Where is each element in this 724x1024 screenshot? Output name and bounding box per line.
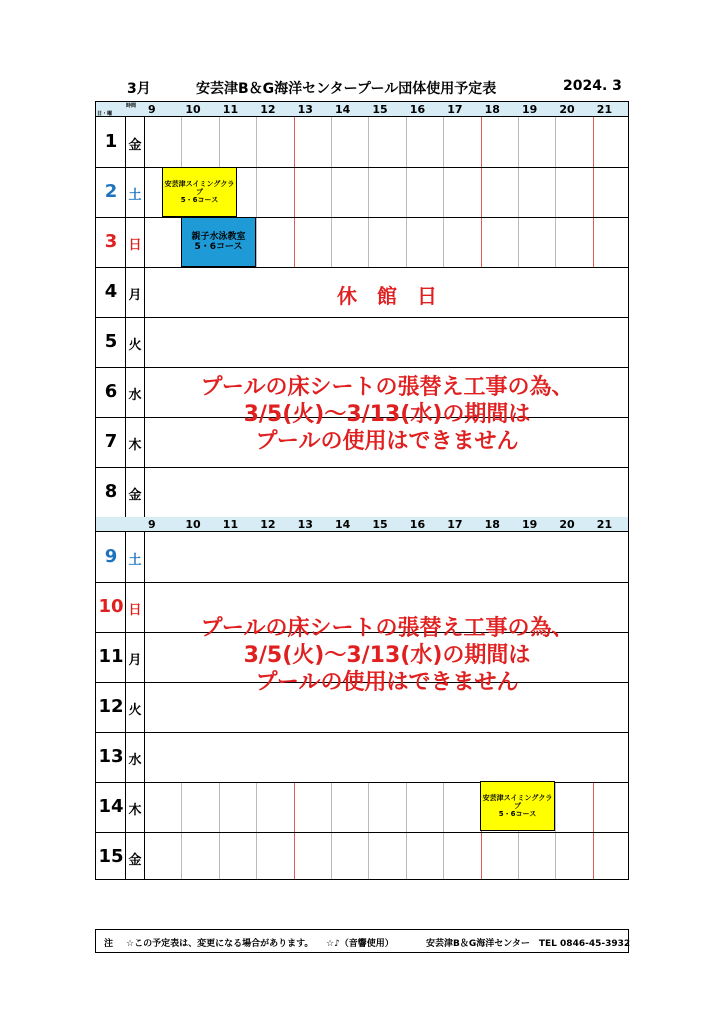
dow-col-separator xyxy=(144,102,145,879)
event-title: 安芸津スイミングクラブ xyxy=(164,179,235,196)
hour-label: 16 xyxy=(409,518,426,531)
day-of-week: 日 xyxy=(128,238,142,253)
hour-gridline xyxy=(256,782,257,879)
hour-label: 19 xyxy=(522,103,538,116)
hour-label: 16 xyxy=(409,103,426,116)
hour-gridline xyxy=(555,782,556,879)
event-lanes: 5・6コース xyxy=(194,242,243,252)
corner-day-label: 日・曜 xyxy=(97,111,113,117)
hour-gridline xyxy=(443,782,444,879)
day-number: 14 xyxy=(98,796,124,817)
hour-label: 10 xyxy=(185,103,201,116)
footer-note xyxy=(95,929,629,953)
day-number: 12 xyxy=(98,696,124,717)
hour-label: 10 xyxy=(185,518,201,531)
closure-notice-1 xyxy=(146,374,628,455)
event-title: 安芸津スイミングクラブ xyxy=(482,793,553,810)
hour-label: 14 xyxy=(335,103,351,116)
corner-time-label: 時間 xyxy=(126,103,137,109)
hour-header-2 xyxy=(96,517,628,532)
closure-line-3: プールの使用はできません xyxy=(255,670,519,695)
hour-gridline xyxy=(331,782,332,879)
day-of-week: 水 xyxy=(128,388,142,403)
closed-day-label: 休 館 日 xyxy=(337,284,437,308)
hour-gridline xyxy=(555,117,556,267)
hour-label: 12 xyxy=(260,103,276,116)
footer-legend: ☆♪（音響使用） xyxy=(326,939,394,949)
closure-line-1: プールの床シートの張替え工事の為、 xyxy=(200,375,574,400)
hour-gridline xyxy=(368,117,369,267)
row-line xyxy=(96,367,628,368)
event-parent-child-class-day3[interactable] xyxy=(181,217,256,267)
hour-label: 13 xyxy=(297,103,313,116)
day-of-week: 金 xyxy=(128,488,142,503)
half-day-line xyxy=(593,782,594,879)
hour-label: 20 xyxy=(559,518,575,531)
hour-gridline xyxy=(368,782,369,879)
day-of-week: 月 xyxy=(128,653,142,668)
month-label: 3月 xyxy=(127,81,151,97)
day-number: 15 xyxy=(98,846,124,867)
day-of-week: 火 xyxy=(128,338,142,353)
day-of-week: 木 xyxy=(128,803,142,818)
hour-label: 17 xyxy=(447,103,463,116)
hour-label: 19 xyxy=(522,518,538,531)
hour-label: 21 xyxy=(596,518,613,531)
day-number: 3 xyxy=(104,231,118,252)
day-number: 9 xyxy=(104,546,118,567)
event-swimming-club-day2[interactable] xyxy=(162,167,237,217)
hour-label: 18 xyxy=(484,518,500,531)
event-title: 親子水泳教室 xyxy=(191,231,246,242)
hour-label: 9 xyxy=(148,103,156,116)
row-line xyxy=(96,467,628,468)
half-day-line xyxy=(294,782,295,879)
row-line xyxy=(96,267,628,268)
hour-label: 15 xyxy=(372,103,388,116)
row-line xyxy=(96,832,628,833)
day-of-week: 火 xyxy=(128,703,142,718)
hour-label: 15 xyxy=(372,518,388,531)
row-line xyxy=(96,217,628,218)
hour-gridline xyxy=(181,782,182,879)
hour-label: 18 xyxy=(484,103,500,116)
row-line xyxy=(96,317,628,318)
closure-line-1: プールの床シートの張替え工事の為、 xyxy=(200,616,574,641)
period-label: 2024. 3 xyxy=(563,78,622,94)
day-of-week: 木 xyxy=(128,438,142,453)
day-of-week: 金 xyxy=(128,853,142,868)
event-lanes: 5・6コース xyxy=(498,810,537,819)
half-day-line xyxy=(294,117,295,267)
hour-gridline xyxy=(406,117,407,267)
footer-note-label: 注 xyxy=(104,939,114,949)
hour-gridline xyxy=(518,117,519,267)
hour-label: 20 xyxy=(559,103,575,116)
day-number: 4 xyxy=(104,281,118,302)
event-lanes: 5・6コース xyxy=(180,196,219,205)
schedule-table xyxy=(95,101,629,880)
hour-gridline xyxy=(406,782,407,879)
hour-label: 9 xyxy=(148,518,156,531)
closure-line-2: 3/5(火)～3/13(水)の期間は xyxy=(243,643,531,668)
hour-label: 17 xyxy=(447,518,463,531)
hour-gridline xyxy=(256,117,257,267)
hour-gridline xyxy=(443,117,444,267)
day-number: 13 xyxy=(98,746,124,767)
footer-note-text: ☆この予定表は、変更になる場合があります。 xyxy=(126,939,314,949)
row-line xyxy=(96,582,628,583)
day-number: 11 xyxy=(98,646,124,667)
day-number: 6 xyxy=(104,381,118,402)
hour-gridline xyxy=(219,782,220,879)
closure-line-3: プールの使用はできません xyxy=(255,429,519,454)
day-of-week: 月 xyxy=(128,288,142,303)
row-line xyxy=(96,732,628,733)
hour-label: 11 xyxy=(222,103,239,116)
closure-notice-2 xyxy=(146,615,628,696)
hour-label: 11 xyxy=(222,518,239,531)
day-number: 7 xyxy=(104,431,118,452)
day-number: 1 xyxy=(104,131,118,152)
closure-line-2: 3/5(火)～3/13(水)の期間は xyxy=(243,402,531,427)
hour-label: 21 xyxy=(596,103,613,116)
day-of-week: 金 xyxy=(128,138,142,153)
day-of-week: 土 xyxy=(128,553,142,568)
day-of-week: 水 xyxy=(128,753,142,768)
hour-label: 12 xyxy=(260,518,276,531)
day-number: 2 xyxy=(104,181,118,202)
day-number: 8 xyxy=(104,481,118,502)
hour-label: 14 xyxy=(335,518,351,531)
half-day-line xyxy=(481,117,482,267)
hour-header-1 xyxy=(96,102,628,117)
day-of-week: 土 xyxy=(128,188,142,203)
event-swimming-club-day14[interactable] xyxy=(480,781,555,831)
day-number: 5 xyxy=(104,331,118,352)
half-day-line xyxy=(593,117,594,267)
hour-gridline xyxy=(331,117,332,267)
hour-label: 13 xyxy=(297,518,313,531)
footer-organization: 安芸津B＆G海洋センター TEL 0846-45-3932 xyxy=(426,939,631,949)
day-number: 10 xyxy=(98,596,124,617)
day-of-week: 日 xyxy=(128,603,142,618)
page-title: 安芸津B＆G海洋センタープール団体使用予定表 xyxy=(196,81,497,97)
